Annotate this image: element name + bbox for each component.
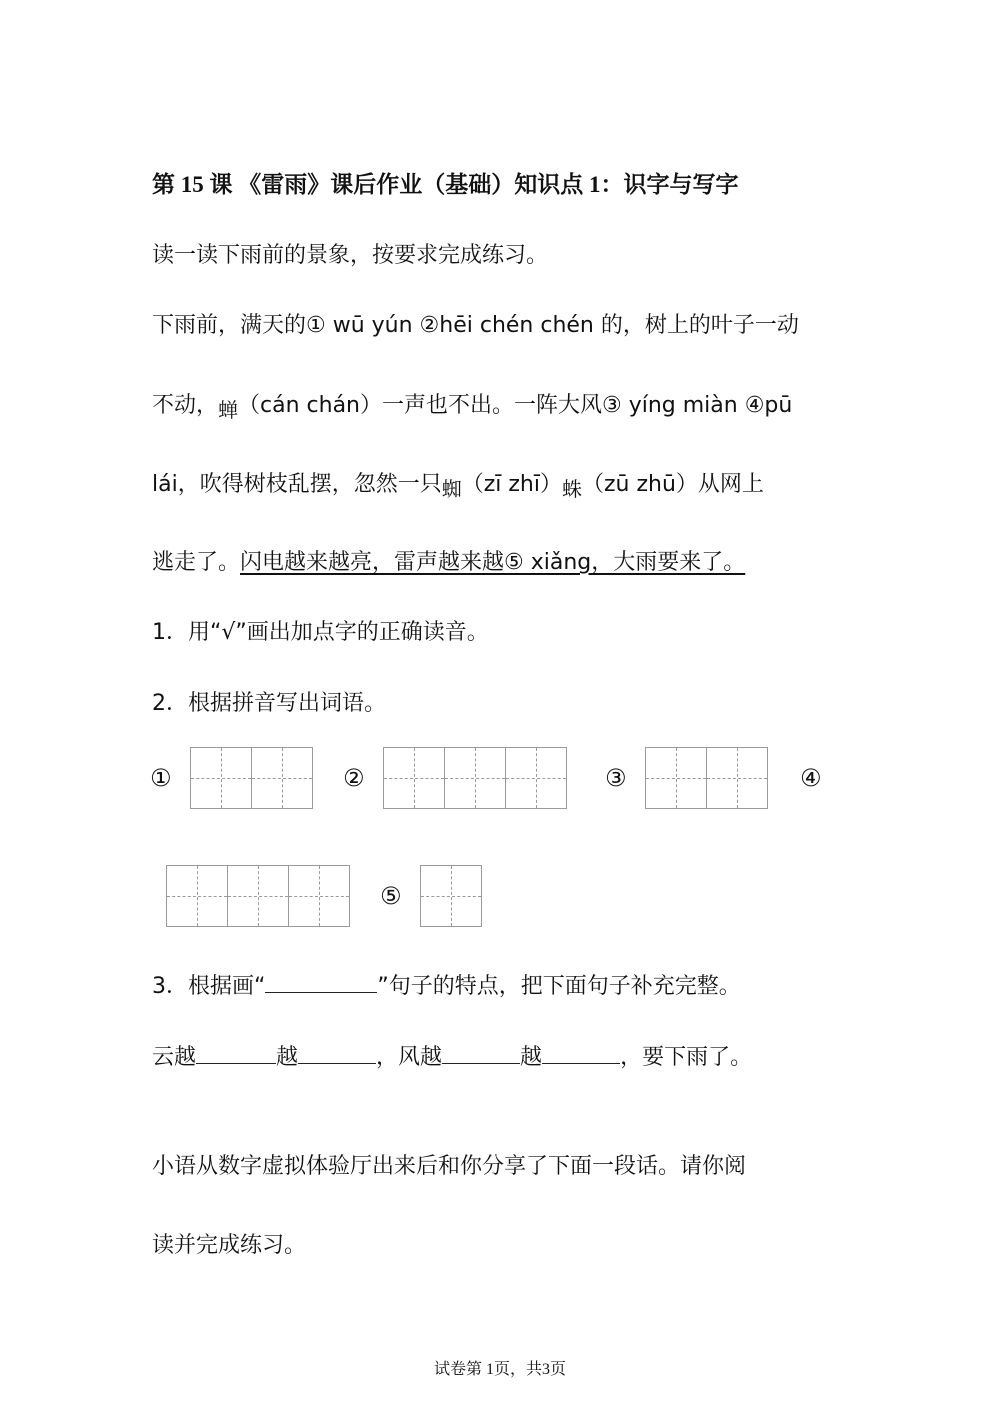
question-1: 1．用“√”画出加点字的正确读音。: [152, 620, 489, 645]
question-text: 3．根据画“: [152, 974, 266, 999]
tianzige-cell[interactable]: [227, 865, 289, 927]
tianzige-cell[interactable]: [166, 865, 228, 927]
item-number: ③: [605, 764, 627, 792]
passage-line-4: [152, 548, 745, 578]
passage-line-3: [152, 469, 764, 500]
page-footer: 试卷第 1页，共3页: [433, 1361, 566, 1378]
passage-text: lái，吹得树枝乱摆，忽然一只: [152, 472, 442, 497]
question-2: 2．根据拼音写出词语。: [152, 691, 386, 716]
pinyin-option: （zī zhī）: [461, 472, 562, 497]
question-3: [152, 970, 741, 1002]
passage-text: （cán chán）一声也不出。一阵大风③ yíng miàn ④pū: [238, 393, 793, 418]
tianzige-cell[interactable]: [706, 747, 768, 809]
tianzige-cell[interactable]: [645, 747, 707, 809]
item-number: ①: [150, 764, 172, 792]
dotted-character: 蝉: [218, 398, 239, 422]
pinyin-option: （zū zhū）从网上: [581, 472, 764, 497]
answer-blank[interactable]: [196, 1041, 276, 1064]
tianzige-cell[interactable]: [420, 865, 482, 927]
tianzige-cell[interactable]: [251, 747, 313, 809]
underlined-sentence: 闪电越来越亮，雷声越来越⑤ xiǎng，大雨要来了。: [240, 550, 746, 575]
tianzige-cell[interactable]: [505, 747, 567, 809]
underline-sample: [265, 970, 377, 993]
answer-blank[interactable]: [298, 1041, 376, 1064]
answer-grid-row-1: [150, 747, 840, 809]
answer-blank[interactable]: [542, 1041, 620, 1064]
answer-blank[interactable]: [442, 1041, 520, 1064]
writing-grid-4[interactable]: [166, 865, 350, 927]
passage-line-1: [152, 311, 799, 341]
passage-2-line-1: 小语从数字虚拟体验厅出来后和你分享了下面一段话。请你阅: [152, 1154, 747, 1179]
writing-grid-2[interactable]: [383, 747, 567, 809]
answer-grid-row-2: [166, 865, 512, 927]
tianzige-cell[interactable]: [190, 747, 252, 809]
tianzige-cell[interactable]: [288, 865, 350, 927]
dotted-character: 蛛: [561, 477, 582, 501]
writing-grid-5[interactable]: [420, 865, 482, 927]
sentence-text: 云越: [152, 1045, 197, 1070]
sentence-text: ，风越: [376, 1045, 443, 1070]
passage-2-line-2: 读并完成练习。: [152, 1233, 307, 1258]
writing-grid-3[interactable]: [645, 747, 768, 809]
sentence-text: ，要下雨了。: [620, 1045, 753, 1070]
instruction-text: 读一读下雨前的景象，按要求完成练习。: [152, 243, 549, 268]
dotted-character: 蜘: [441, 477, 462, 501]
item-number: ④: [800, 764, 822, 792]
passage-text: 不动，: [152, 393, 219, 418]
passage-text: 下雨前，满天的① wū yún ②hēi chén chén 的，树上的叶子一动: [152, 313, 799, 338]
tianzige-cell[interactable]: [383, 747, 445, 809]
page-title: 第 15 课 《雷雨》课后作业（基础）知识点 1：识字与写字: [152, 172, 739, 197]
tianzige-cell[interactable]: [444, 747, 506, 809]
item-number: ②: [343, 764, 365, 792]
sentence-text: 越: [520, 1045, 543, 1070]
fill-in-sentence: [152, 1041, 752, 1073]
question-text: ”句子的特点，把下面句子补充完整。: [377, 974, 741, 999]
writing-grid-1[interactable]: [190, 747, 313, 809]
passage-line-2: [152, 390, 792, 421]
item-number: ⑤: [380, 882, 402, 910]
passage-text: 逃走了。: [152, 550, 241, 575]
sentence-text: 越: [276, 1045, 299, 1070]
